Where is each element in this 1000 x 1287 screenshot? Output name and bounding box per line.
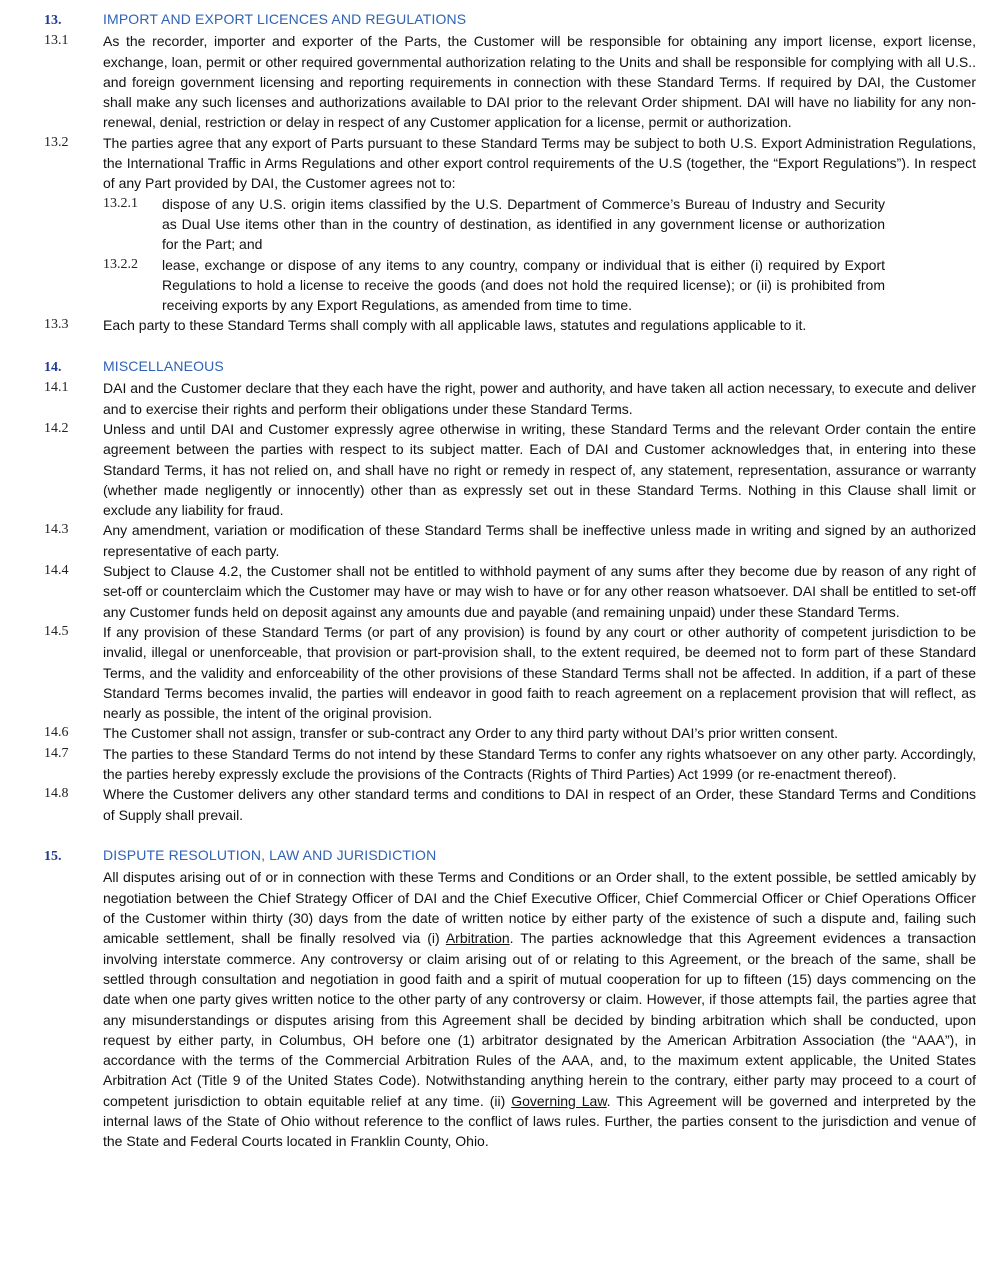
section-15-body bbox=[44, 867, 976, 1151]
clause-number: 13.2 bbox=[44, 134, 69, 150]
clause-number: 14.3 bbox=[44, 522, 69, 538]
clause-text: As the recorder, importer and exporter of the Parts, the Customer will be responsible for obtaining any import license, export license, exchange, loan, permit or other required governmental authorization relating to the Units and shall be responsible for complying with all U.S.. and foreign government licensing and reporting requirements in connection with these Standard Terms. If required by DAI, the Customer shall make any such licenses and authorizations available to DAI prior to the relevant Order shipment. DAI will have no liability for any non-renewal, denial, restriction or delay in respect of any Customer application for a license, permit or authorization. bbox=[103, 33, 976, 131]
clause-number: 14.2 bbox=[44, 420, 69, 436]
subclause-number: 13.2.2 bbox=[103, 256, 138, 272]
section-number: 14. bbox=[44, 360, 62, 376]
clause-text: Any amendment, variation or modification of these Standard Terms shall be ineffective unless made in writing and signed by an authorized representative of each party. bbox=[103, 522, 976, 559]
clause-13-2 bbox=[44, 133, 976, 194]
clause-number: 13.1 bbox=[44, 33, 69, 49]
clause-14-4 bbox=[44, 561, 976, 622]
clause-13-1 bbox=[44, 31, 976, 132]
clause-number: 14.6 bbox=[44, 725, 69, 741]
clause-number: 14.5 bbox=[44, 623, 69, 639]
clause-text: If any provision of these Standard Terms (or part of any provision) is found by any court or other authority of competent jurisdiction to be invalid, illegal or unenforceable, that provision or part-provision shall, to the extent required, be deemed not to form part of these Standard Terms, and the validity and enforceability of the other provisions of these Standard Terms shall not be affected. In addition, if a part of these Standard Terms becomes invalid, the parties will endeavor in good faith to reach agreement on a replacement provision that will reflect, as nearly as possible, the intent of the original provision. bbox=[103, 623, 976, 722]
clause-number: 14.4 bbox=[44, 563, 69, 579]
section-heading bbox=[44, 845, 976, 867]
section-title: MISCELLANEOUS bbox=[103, 358, 224, 375]
clause-14-6 bbox=[44, 723, 976, 743]
section-number: 13. bbox=[44, 13, 62, 28]
clause-13-2-1 bbox=[44, 194, 976, 255]
clause-13-3 bbox=[44, 315, 976, 335]
governing-law-term: Governing Law bbox=[511, 1092, 607, 1109]
clause-14-7 bbox=[44, 744, 976, 785]
clause-text: The parties agree that any export of Parts pursuant to these Standard Terms may be subject to both U.S. Export Administration Regulations, the International Traffic in Arms Regulations and other export control requirements of the U.S (together, the “Export Regulations”). In respect of any Part provided by DAI, the Customer agrees not to: bbox=[103, 134, 976, 192]
subclause-text: lease, exchange or dispose of any items to any country, company or individual that is either (i) required by Export Regulations to hold a license to receive the goods (and does not hold the required license); or (ii) is prohibited from receiving exports by any Export Regulations, as amended from time to time. bbox=[162, 256, 885, 314]
section-title: DISPUTE RESOLUTION, LAW AND JURISDICTION bbox=[103, 847, 437, 864]
clause-14-3 bbox=[44, 520, 976, 561]
clause-text: Subject to Clause 4.2, the Customer shall not be entitled to withhold payment of any sums after they become due by reason of any right of set-off or counterclaim which the Customer may have or may wish to have or for any other reason whatsoever. DAI shall be entitled to set-off any Customer funds held on deposit against any amounts due and payable (and remaining unpaid) under these Standard Terms. bbox=[103, 563, 976, 620]
clause-number: 14.1 bbox=[44, 380, 69, 396]
clause-number: 14.8 bbox=[44, 786, 69, 802]
section-15 bbox=[44, 845, 976, 1151]
clause-text: DAI and the Customer declare that they each have the right, power and authority, and have taken all action necessary, to execute and deliver and to exercise their rights and perform their obligations under these Standard Terms. bbox=[103, 380, 976, 417]
clause-13-2-2 bbox=[44, 255, 976, 316]
clause-text: The Customer shall not assign, transfer or sub-contract any Order to any third party without DAI’s prior written consent. bbox=[103, 725, 839, 742]
clause-14-1 bbox=[44, 378, 976, 419]
clause-14-8 bbox=[44, 784, 976, 825]
clause-number: 13.3 bbox=[44, 317, 69, 333]
clause-text: The parties to these Standard Terms do not intend by these Standard Terms to confer any rights whatsoever on any other party. Accordingly, the parties hereby expressly exclude the provisions of the Contracts (Rights of Third Parties) Act 1999 (or re-enactment thereof). bbox=[103, 745, 976, 782]
body-text: All disputes arising out of or in connection with these Terms and Conditions or an Order shall, to the extent possible, be settled amicably by negotiation between the Chief Strategy Officer of DAI and the Chief Executive Officer, Chief Commercial Officer or Chief Operations Officer of the Customer within thirty (30) days from the date of written notice by either party of the existence of such a dispute and, failing such amicable settlement, shall be finally resolved via (i) bbox=[103, 869, 976, 947]
clause-14-2 bbox=[44, 419, 976, 520]
body-text: . The parties acknowledge that this Agreement evidences a transaction involving interstate commerce. Any controversy or claim arising out of or relating to this Agreement, or the breach of the same, shall be settled through consultation and negotiation in good faith and a spirit of mutual cooperation for up to fifteen (15) days commencing on the date when one party gives written notice to the other party of any controversy or claim. However, if those attempts fail, the parties agree that any misunderstandings or disputes arising from this Agreement shall be decided by binding arbitration which shall be conducted, upon request by either party, in Columbus, OH before one (1) arbitrator designated by the American Arbitration Association (the “AAA”), in accordance with the terms of the Commercial Arbitration Rules of the AAA, and, to the maximum extent applicable, the United States Arbitration Act (Title 9 of the United States Code). Notwithstanding anything herein to the contrary, either party may proceed to a court of competent jurisdiction to obtain equitable relief at any time. (ii) bbox=[103, 930, 976, 1109]
section-number: 15. bbox=[44, 849, 62, 865]
section-heading bbox=[44, 356, 976, 378]
clause-text: Where the Customer delivers any other standard terms and conditions to DAI in respect of an Order, these Standard Terms and Conditions of Supply shall prevail. bbox=[103, 786, 976, 823]
clause-text: Each party to these Standard Terms shall comply with all applicable laws, statutes and regulations applicable to it. bbox=[103, 317, 807, 334]
section-13 bbox=[44, 9, 976, 336]
subclause-text: dispose of any U.S. origin items classified by the U.S. Department of Commerce’s Bureau of Industry and Security as Dual Use items other than in the country of destination, as identified in any government license or authorization for the Part; and bbox=[162, 195, 885, 253]
clause-14-5 bbox=[44, 622, 976, 723]
clause-text: Unless and until DAI and Customer expressly agree otherwise in writing, these Standard Terms and the relevant Order contain the entire agreement between the parties with respect to its subject matter. Each of DAI and Customer acknowledges that, in entering into these Standard Terms, it has not relied on, and shall have no right or remedy in respect of, any statement, representation, assurance or warranty (whether made negligently or innocently) other than as expressly set out in these Standard Terms. Nothing in this Clause shall limit or exclude any liability for fraud. bbox=[103, 420, 976, 519]
body-text: . This Agreement will be governed and interpreted by the internal laws of the State of Ohio without reference to the conflict of laws rules. Further, the parties consent to the jurisdiction and venue of the State and Federal Courts located in Franklin County, Ohio. bbox=[103, 1092, 977, 1150]
arbitration-term: Arbitration bbox=[445, 930, 510, 947]
section-title: IMPORT AND EXPORT LICENCES AND REGULATIONS bbox=[103, 11, 467, 27]
clause-number: 14.7 bbox=[44, 745, 69, 761]
section-14 bbox=[44, 356, 976, 825]
section-heading bbox=[44, 9, 976, 31]
subclause-number: 13.2.1 bbox=[103, 195, 138, 211]
